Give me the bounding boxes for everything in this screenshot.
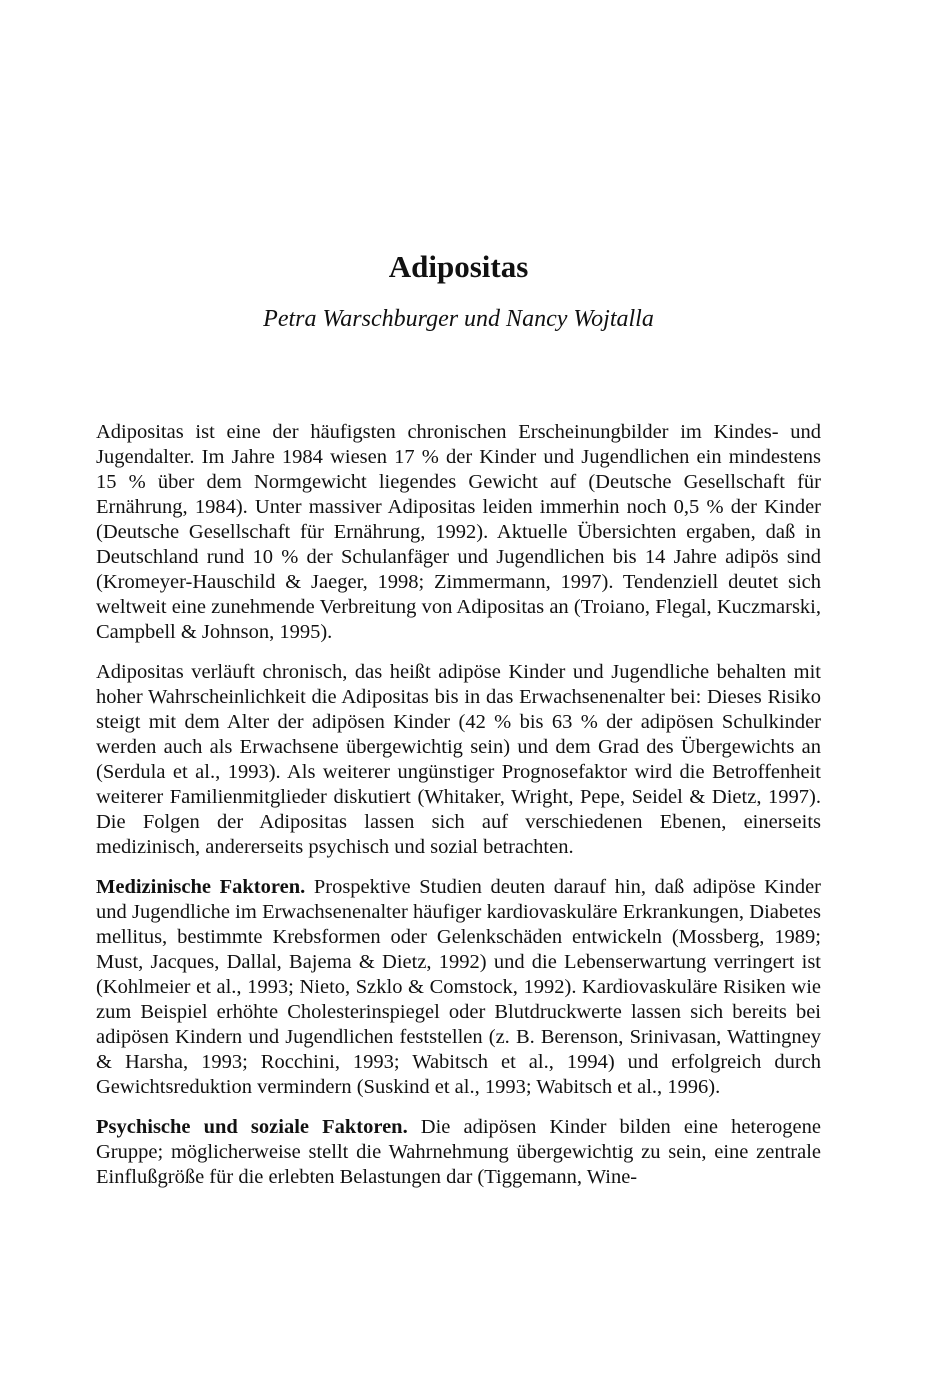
article-authors: Petra Warschburger und Nancy Wojtalla <box>263 306 654 332</box>
article-body <box>96 420 821 1205</box>
paragraph-course <box>96 660 821 860</box>
paragraph-psychosocial-factors <box>96 1115 821 1190</box>
paragraph-text: Adipositas verläuft chronisch, das heißt adipöse Kinder und Jugendliche behalten mit hoher Wahrscheinlichkeit die Adipositas bis in das Erwachsenenalter bei: Dieses Risiko steigt mit dem Alter der adipösen Kinder (42 % bis 63 % der adipösen Schulkinder werden auch als Erwachsene übergewichtig sein) und dem Grad des Übergewichts an (Serdula et al., 1993). Als weiterer ungünstiger Prognosefaktor wird die Betroffenheit weiterer Familienmitglieder diskutiert (Whitaker, Wright, Pepe, Seidel & Dietz, 1997). Die Folgen der Adipositas lassen sich auf verschiedenen Ebenen, einerseits medizinisch, andererseits psychisch und sozial betrachten. <box>96 661 821 858</box>
section-heading-psychosocial: Psychische und soziale Faktoren. <box>96 1116 408 1138</box>
paragraph-prevalence <box>96 420 821 645</box>
paragraph-text: Prospektive Studien deuten darauf hin, daß adipöse Kinder und Jugendliche im Erwachsenenalter häufiger kardiovaskuläre Erkrankungen, Diabetes mellitus, bestimmte Krebsformen oder Gelenkschäden entwickeln (Mossberg, 1989; Must, Jacques, Dallal, Bajema & Dietz, 1992) und die Lebenserwartung verringert ist (Kohlmeier et al., 1993; Nieto, Szklo & Comstock, 1992). Kardiovaskuläre Risiken wie zum Beispiel erhöhte Cholesterinspiegel oder Blutdruckwerte lassen sich bereits bei adipösen Kindern und Jugendlichen feststellen (z. B. Berenson, Srinivasan, Wattingney & Harsha, 1993; Rocchini, 1993; Wabitsch et al., 1994) und erfolgreich durch Gewichtsreduktion vermindern (Suskind et al., 1993; Wabitsch et al., 1996). <box>96 876 821 1098</box>
paragraph-text: Adipositas ist eine der häufigsten chronischen Erscheinungbilder im Kindes- und Jugendalter. Im Jahre 1984 wiesen 17 % der Kinder und Jugendlichen ein mindestens 15 % über dem Normgewicht liegendes Gewicht auf (Deutsche Gesellschaft für Ernährung, 1984). Unter massiver Adipositas leiden immerhin noch 0,5 % der Kinder (Deutsche Gesellschaft für Ernährung, 1992). Aktuelle Übersichten ergaben, daß in Deutschland rund 10 % der Schulanfäger und Jugendlichen bis 14 Jahre adipös sind (Kromeyer-Hauschild & Jaeger, 1998; Zimmermann, 1997). Tendenziell deutet sich weltweit eine zunehmende Verbreitung von Adipositas an (Troiano, Flegal, Kuczmarski, Campbell & Johnson, 1995). <box>96 421 821 643</box>
paragraph-medical-factors <box>96 875 821 1100</box>
article-title: Adipositas <box>388 249 529 284</box>
section-heading-medical: Medizinische Faktoren. <box>96 876 306 898</box>
paragraph-text: Die adipösen Kinder bilden eine heterogene Gruppe; möglicherweise stellt die Wahrnehmung übergewichtig zu sein, eine zentrale Einflußgröße für die erlebten Belastungen dar (Tiggemann, Wine- <box>96 1116 821 1188</box>
